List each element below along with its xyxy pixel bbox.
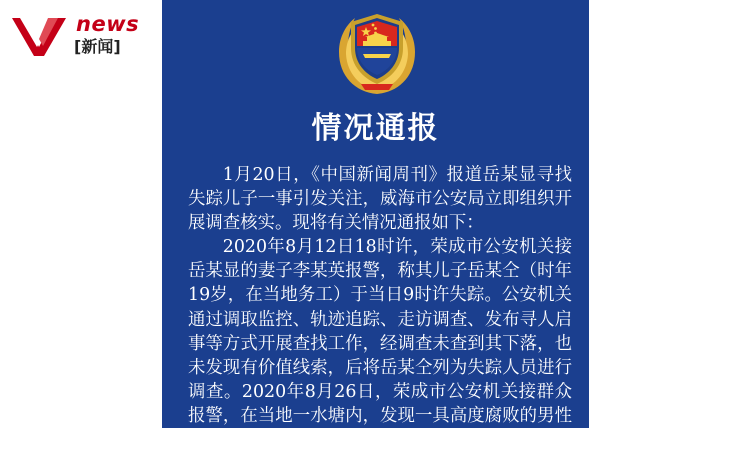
logo-brand-text: news [76,12,140,36]
logo-brand-subtext: [新闻] [74,37,121,56]
notice-body [188,163,572,476]
notice-paragraph: 1月20日，《中国新闻周刊》报道岳某显寻找失踪儿子一事引发关注，威海市公安局立即组织开展调查核实。现将有关情况通报如下： [188,165,572,234]
police-emblem-icon [333,8,421,98]
notice-title: 情况通报 [311,111,440,146]
news-logo [10,12,140,60]
notice-paragraph: 2020年8月12日18时许，荣成市公安机关接岳某显的妻子李某英报警，称其儿子岳某仝（时年19岁，在当地务工）于当日9时许失踪。公安机关通过调取监控、轨迹追踪、走访调查、发布寻人启事等方式开展查找工作，经调查未查到其下落，也未发现有价值线索，后将岳某仝列为失踪人员进行调查。2020年8月26日，荣成市公安机关接群众报警，在当地一水塘内，发现一具高度腐败的男性尸体，经现场勘查、尸体检验和外围调查，未发现有迎罪事实存在，暂将尸主身份 [188,237,572,475]
v-logo-icon [10,14,68,58]
notice-panel [162,0,589,475]
